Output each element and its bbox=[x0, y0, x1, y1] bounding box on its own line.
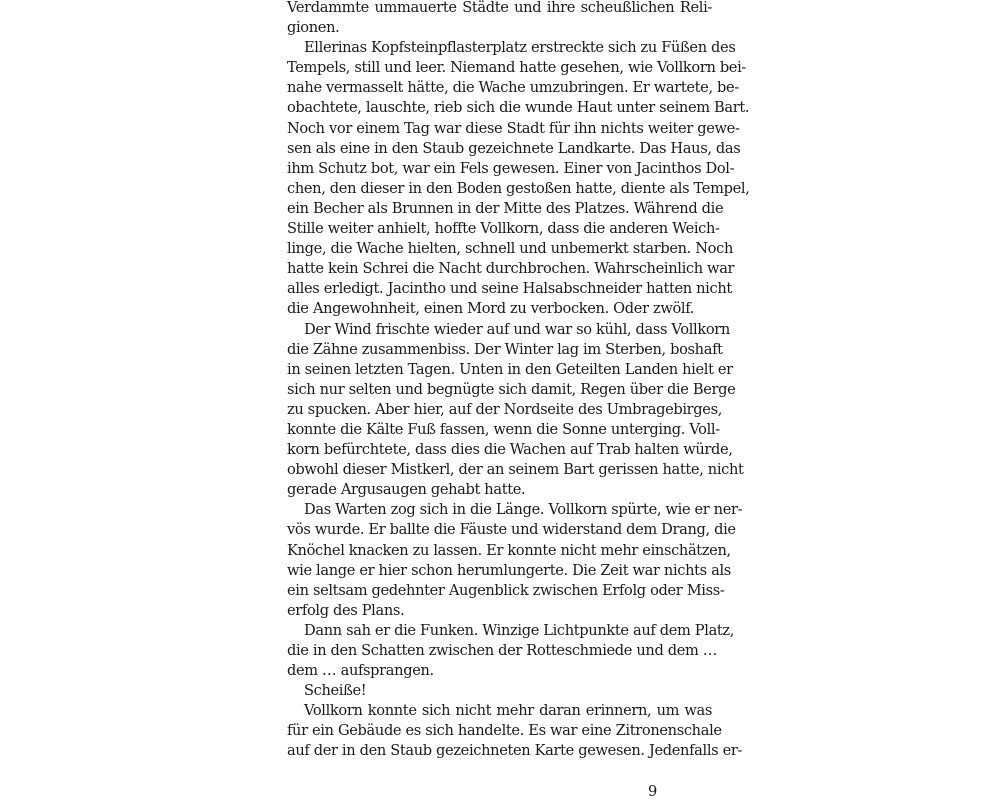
text-line: Knöchel knacken zu lassen. Er konnte nicht mehr einschätzen, bbox=[287, 541, 731, 559]
text-line: Scheiße! bbox=[304, 682, 367, 700]
text-line: Der Wind frischte wieder auf und war so kühl, dass Vollkorn bbox=[304, 320, 730, 338]
text-line: sich nur selten und begnügte sich damit, Regen über die Berge bbox=[287, 380, 736, 398]
text-line: auf der in den Staub gezeichneten Karte gewesen. Jedenfalls er- bbox=[287, 742, 743, 760]
text-line: gerade Argusaugen gehabt hatte. bbox=[287, 481, 526, 499]
text-line: Ellerinas Kopfsteinpflasterplatz erstreckte sich zu Füßen des bbox=[304, 39, 736, 57]
text-line: obachtete, lauschte, rieb sich die wunde Haut unter seinem Bart. bbox=[287, 99, 750, 117]
text-line: Vollkorn konnte sich nicht mehr daran erinnern, um was bbox=[304, 702, 712, 720]
text-line: die Zähne zusammenbiss. Der Winter lag im Sterben, boshaft bbox=[287, 340, 723, 358]
body-text bbox=[287, 0, 750, 762]
text-line: hatte kein Schrei die Nacht durchbrochen. Wahrscheinlich war bbox=[287, 260, 735, 278]
text-line: Dann sah er die Funken. Winzige Lichtpunkte auf dem Platz, bbox=[304, 621, 735, 639]
text-line: zu spucken. Aber hier, auf der Nordseite des Umbragebirges, bbox=[287, 400, 722, 418]
text-line: für ein Gebäude es sich handelte. Es war eine Zitronenschale bbox=[287, 722, 722, 740]
text-line: die Angewohnheit, einen Mord zu verbocken. Oder zwölf. bbox=[287, 300, 695, 318]
text-line: Stille weiter anhielt, hoffte Vollkorn, dass die anderen Weich- bbox=[287, 220, 720, 238]
text-line: ein seltsam gedehnter Augenblick zwischen Erfolg oder Miss- bbox=[287, 581, 725, 599]
text-line: sen als eine in den Staub gezeichnete Landkarte. Das Haus, das bbox=[287, 139, 741, 157]
text-line: konnte die Kälte Fuß fassen, wenn die Sonne unterging. Voll- bbox=[287, 420, 720, 438]
text-line: Das Warten zog sich in die Länge. Vollkorn spürte, wie er ner- bbox=[304, 501, 743, 519]
page-number: 9 bbox=[648, 783, 658, 800]
text-line: chen, den dieser in den Boden gestoßen hatte, diente als Tempel, bbox=[287, 179, 750, 197]
text-line: gionen. bbox=[287, 19, 340, 37]
text-line: wie lange er hier schon herumlungerte. Die Zeit war nichts als bbox=[287, 561, 731, 579]
text-line: alles erledigt. Jacintho und seine Halsabschneider hatten nicht bbox=[287, 280, 732, 298]
text-line: nahe vermasselt hätte, die Wache umzubringen. Er wartete, be- bbox=[287, 79, 739, 97]
text-line: obwohl dieser Mistkerl, der an seinem Bart gerissen hatte, nicht bbox=[287, 461, 744, 479]
text-line: Tempels, still und leer. Niemand hatte gesehen, wie Vollkorn bei- bbox=[287, 59, 746, 77]
text-line: Noch vor einem Tag war diese Stadt für ihn nichts weiter gewe- bbox=[287, 119, 740, 137]
text-line: linge, die Wache hielten, schnell und unbemerkt starben. Noch bbox=[287, 240, 733, 258]
text-line: in seinen letzten Tagen. Unten in den Geteilten Landen hielt er bbox=[287, 360, 733, 378]
text-line: ihm Schutz bot, war ein Fels gewesen. Einer von Jacinthos Dol- bbox=[287, 159, 735, 177]
text-line: korn befürchtete, dass dies die Wachen auf Trab halten würde, bbox=[287, 441, 733, 459]
text-line: die in den Schatten zwischen der Rotteschmiede und dem … bbox=[287, 642, 718, 659]
text-line: Verdammte ummauerte Städte und ihre scheußlichen Reli- bbox=[287, 0, 712, 16]
text-line: ein Becher als Brunnen in der Mitte des Platzes. Während die bbox=[287, 199, 724, 217]
text-line: vös wurde. Er ballte die Fäuste und widerstand dem Drang, die bbox=[287, 521, 736, 539]
text-line: erfolg des Plans. bbox=[287, 601, 405, 619]
text-line: dem … aufsprangen. bbox=[287, 662, 434, 680]
